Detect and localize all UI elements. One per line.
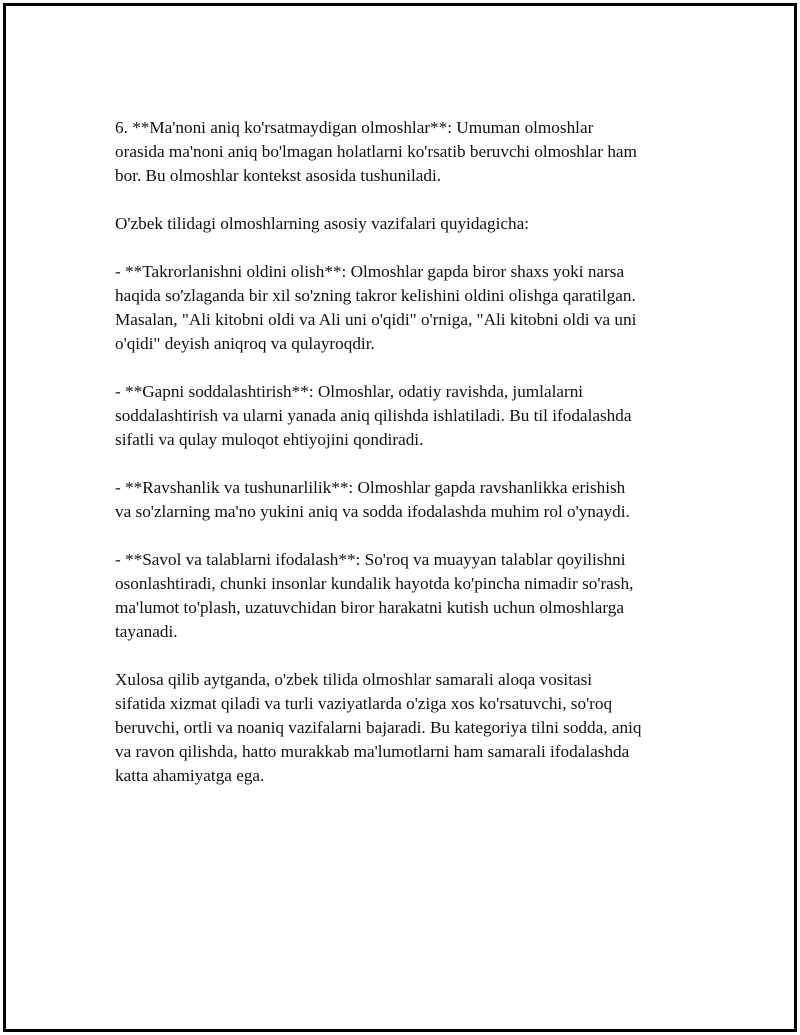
text-line: - **Gapni soddalashtirish**: Olmoshlar, odatiy ravishda, jumlalarni [115,382,584,401]
paragraph-functions-intro [115,212,685,236]
text-line: Masalan, "Ali kitobni oldi va Ali uni o'qidi" o'rniga, "Ali kitobni oldi va uni [115,310,637,329]
text-line: haqida so'zlaganda bir xil so'zning takror kelishini oldini olishga qaratilgan. [115,286,636,305]
text-line: katta ahamiyatga ega. [115,766,265,785]
text-line: soddalashtirish va ularni yanada aniq qilishda ishlatiladi. Bu til ifodalashda [115,406,632,425]
text-line: va so'zlarning ma'no yukini aniq va sodda ifodalashda muhim rol o'ynaydi. [115,502,630,521]
text-line: - **Savol va talablarni ifodalash**: So'roq va muayyan talablar qoyilishni [115,550,626,569]
text-line: sifatli va qulay muloqot ehtiyojini qondiradi. [115,430,424,449]
text-line: Xulosa qilib aytganda, o'zbek tilida olmoshlar samarali aloqa vositasi [115,670,593,689]
text-line: osonlashtiradi, chunki insonlar kundalik hayotda ko'pincha nimadir so'rash, [115,574,634,593]
text-line: o'qidi" deyish aniqroq va qulayroqdir. [115,334,375,353]
text-line: - **Ravshanlik va tushunarlilik**: Olmoshlar gapda ravshanlikka erishish [115,478,626,497]
text-line: bor. Bu olmoshlar kontekst asosida tushuniladi. [115,166,442,185]
document-body [115,116,685,812]
text-line: orasida ma'noni aniq bo'lmagan holatlarni ko'rsatib beruvchi olmoshlar ham [115,142,637,161]
paragraph-conclusion [115,668,685,788]
text-line: ma'lumot to'plash, uzatuvchidan biror harakatni kutish uchun olmoshlarga [115,598,624,617]
text-line: tayanadi. [115,622,178,641]
text-line: - **Takrorlanishni oldini olish**: Olmoshlar gapda biror shaxs yoki narsa [115,262,625,281]
paragraph-questions-requests [115,548,685,644]
text-line: beruvchi, ortli va noaniq vazifalarni bajaradi. Bu kategoriya tilni sodda, aniq [115,718,642,737]
paragraph-simplify-sentence [115,380,685,452]
paragraph-indefinite-pronouns [115,116,685,188]
text-line: O'zbek tilidagi olmoshlarning asosiy vazifalari quyidagicha: [115,214,530,233]
paragraph-clarity [115,476,685,524]
text-line: sifatida xizmat qiladi va turli vaziyatlarda o'ziga xos ko'rsatuvchi, so'roq [115,694,613,713]
text-line: va ravon qilishda, hatto murakkab ma'lumotlarni ham samarali ifodalashda [115,742,630,761]
text-line: 6. **Ma'noni aniq ko'rsatmaydigan olmoshlar**: Umuman olmoshlar [115,118,594,137]
paragraph-avoid-repetition [115,260,685,356]
